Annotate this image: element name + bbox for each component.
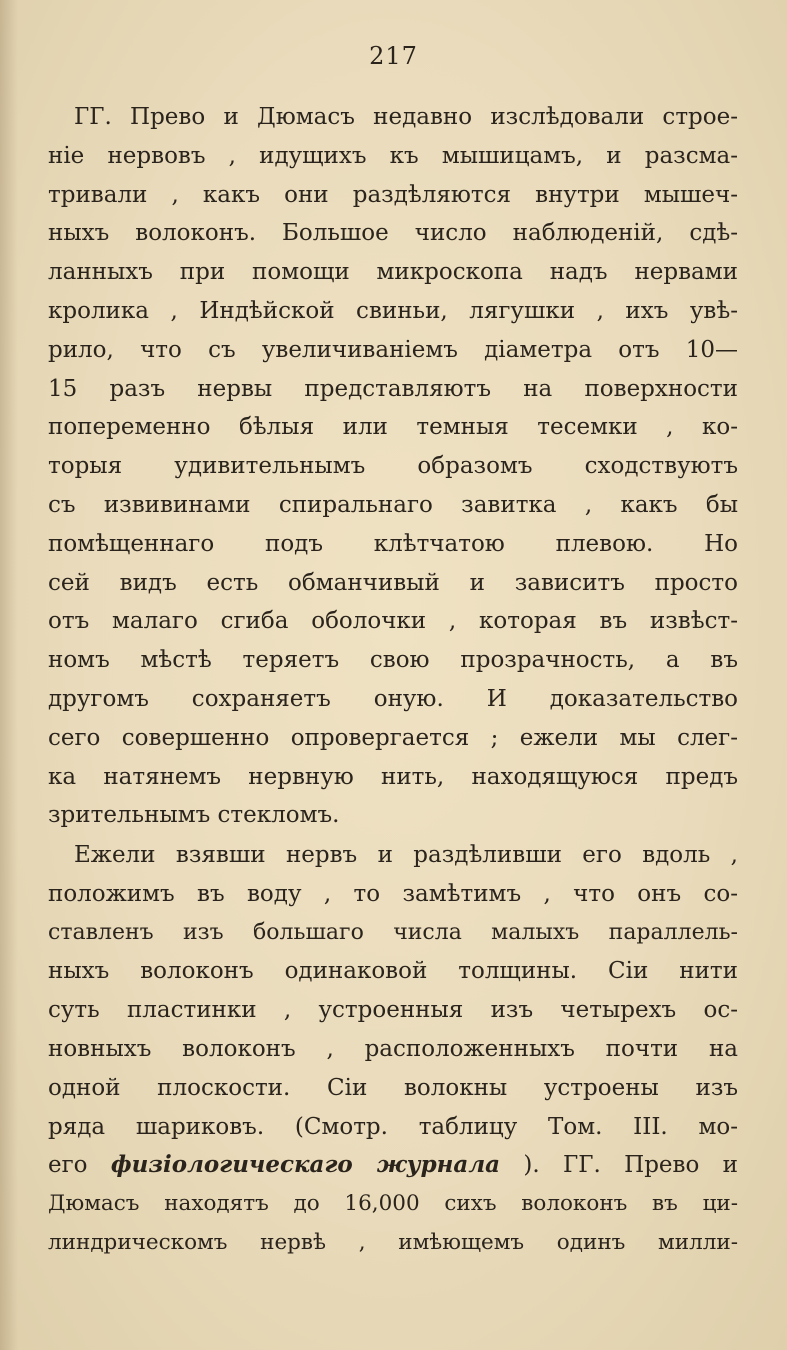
text-line: ніе нервовъ , идущихъ къ мышицамъ, и разсма- xyxy=(48,142,738,169)
text-line: ка натянемъ нервную нить, находящуюся предъ xyxy=(48,763,738,790)
text-line: линдрическомъ нервѣ , имѣющемъ одинъ милли- xyxy=(48,1229,738,1255)
text-line: отъ малаго сгиба оболочки , которая въ извѣст- xyxy=(48,608,738,635)
text-line: суть пластинки , устроенныя изъ четырехъ ос- xyxy=(48,997,738,1024)
text-line: ряда шариковъ. (Смотр. таблицу Том. III. мо- xyxy=(48,1113,738,1140)
text-line: ныхъ волоконъ. Большое число наблюденій, сдѣ- xyxy=(48,220,738,247)
text-line: кролика , Индѣйской свиньи, лягушки , ихъ увѣ- xyxy=(48,297,738,324)
text-line: положимъ въ воду , то замѣтимъ , что онъ со- xyxy=(48,880,738,907)
text-line: сей видъ есть обманчивый и зависитъ просто xyxy=(48,569,738,596)
line-prefix: его xyxy=(48,1152,111,1179)
page-edge-shadow xyxy=(0,0,18,1350)
paragraph-2 xyxy=(48,836,738,1263)
line-suffix: ). ГГ. Прево и xyxy=(500,1152,738,1179)
text-line: сего совершенно опровергается ; ежели мы слег- xyxy=(48,724,738,751)
text-line: одной плоскости. Сіи волокны устроены изъ xyxy=(48,1074,738,1101)
text-line: Ежели взявши нервъ и раздѣливши его вдоль , xyxy=(74,842,738,868)
text-line: рило, что съ увеличиваніемъ діаметра отъ 10— xyxy=(48,336,738,363)
text-line: ставленъ изъ большаго числа малыхъ параллель- xyxy=(48,919,738,945)
text-line: новныхъ волоконъ , расположенныхъ почти на xyxy=(48,1035,738,1062)
text-line: ланныхъ при помощи микроскопа надъ нервами xyxy=(48,259,738,286)
text-line: зрительнымъ стекломъ. xyxy=(48,802,340,829)
text-line: помѣщеннаго подъ клѣтчатою плевою. Но xyxy=(48,530,738,557)
text-line: ГГ. Прево и Дюмасъ недавно изслѣдовали строе- xyxy=(74,104,738,130)
paragraph-1 xyxy=(48,98,738,835)
journal-title-emphasis: физіологическаго журнала xyxy=(110,1151,501,1179)
page-number: 217 xyxy=(369,42,418,70)
text-line: торыя удивительнымъ образомъ сходствуютъ xyxy=(48,453,738,480)
text-line: съ извивинами спиральнаго завитка , какъ бы xyxy=(48,491,738,518)
text-line-with-emphasis xyxy=(48,1146,738,1185)
text-line: номъ мѣстѣ теряетъ свою прозрачность, а въ xyxy=(48,647,738,674)
text-line: Дюмасъ находятъ до 16,000 сихъ волоконъ въ ци- xyxy=(48,1191,738,1217)
text-line: другомъ сохраняетъ оную. И доказательство xyxy=(48,685,738,712)
text-line: ныхъ волоконъ одинаковой толщины. Сіи нити xyxy=(48,958,738,985)
text-line: 15 разъ нервы представляютъ на поверхности xyxy=(48,375,738,402)
text-line: тривали , какъ они раздѣляются внутри мышеч- xyxy=(48,181,738,208)
text-line: попеременно бѣлыя или темныя тесемки , ко- xyxy=(48,414,738,441)
